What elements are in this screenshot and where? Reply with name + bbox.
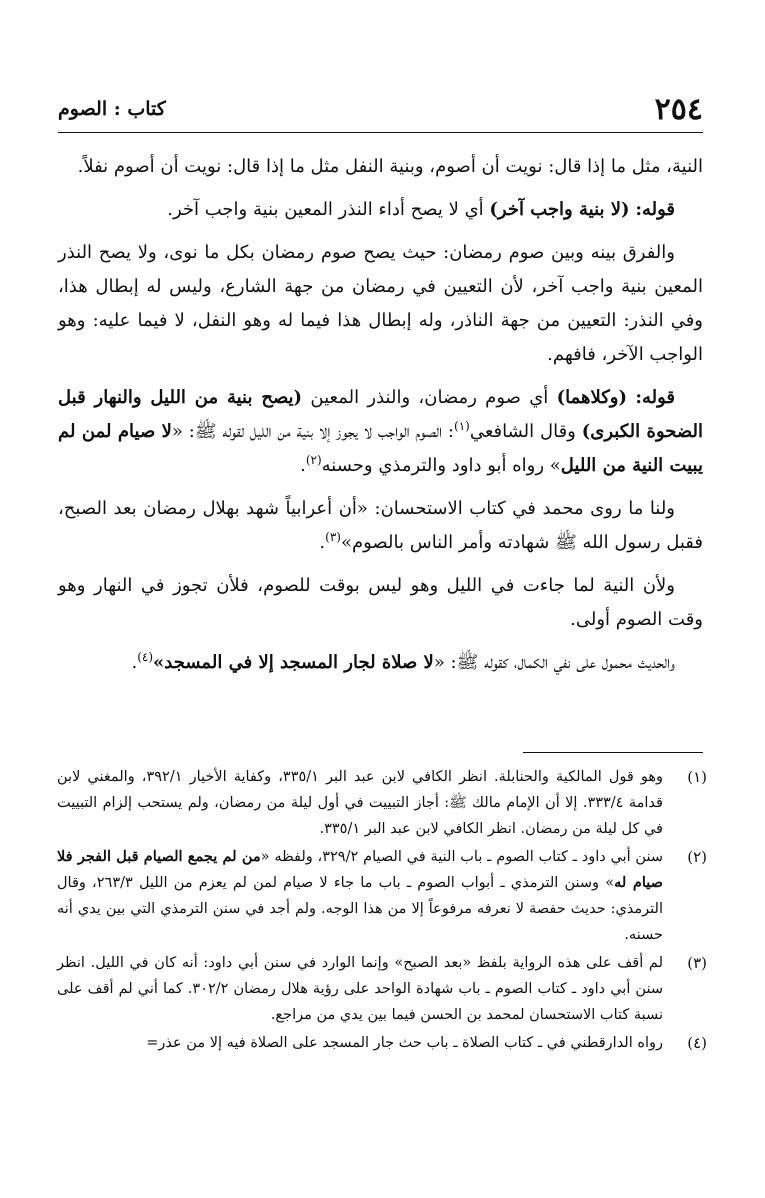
main-text — [58, 150, 703, 689]
p4-text-2: وقال الشافعي — [469, 421, 582, 442]
paragraph-6 — [58, 569, 703, 637]
footnotes — [57, 764, 707, 1058]
footnote-4 — [57, 1030, 707, 1056]
paragraph-4 — [58, 381, 703, 483]
footnote-number: (٢) — [687, 848, 707, 866]
p7-end: . — [131, 652, 138, 673]
p7-text: والحديث محمول على نفي الكمال، كقوله ﷺ: « — [433, 652, 675, 673]
footnote-2-bold: من لم يجمع الصيام قبل الفجر فلا صيام له — [57, 848, 663, 891]
footnote-3 — [57, 950, 707, 1028]
footnote-ref-4: (٤) — [137, 650, 154, 664]
footnote-text: رواه الدارقطني في ـ كتاب الصلاة ـ باب حث جار المسجد على الصلاة فيه إلا من عذر= — [146, 1035, 663, 1051]
footnote-number: (١) — [687, 768, 707, 786]
footnote-2-text-a: سنن أبي داود ـ كتاب الصوم ـ باب النية في الصيام ٣٢٩/٢، ولفظه « — [260, 849, 663, 865]
footnote-text: لم أقف على هذه الرواية بلفظ «بعد الصبح» وإنما الوارد في سنن أبي داود: أنه كان في الليل. انظر سنن أبي داود ـ كتاب الصوم ـ باب شهادة الواحد على رؤية هلال رمضان ٣٠٢/٢. كما أني لم أقف على نسبة كتاب الاستحسان لمحمد بن الحسن فيما بين يدي من مراجع. — [57, 955, 663, 1023]
p4-hadith: لا صيام لمن لم يبيت النية من الليل — [58, 421, 703, 476]
page-number: ٢٥٤ — [654, 92, 703, 127]
p1-text: النية، مثل ما إذا قال: نويت أن أصوم، وبنية النفل مثل ما إذا قال: نويت أن أصوم نفلاً. — [77, 156, 703, 177]
footnote-text: وهو قول المالكية والحنابلة. انظر الكافي لابن عبد البر ٣٣٥/١، وكفاية الأخيار ٣٩٢/١، والمغني لابن قدامة ٣٣٣/٤. إلا أن الإمام مالك ﷺ: أجاز التبييت في أول ليلة من رمضان، ولم يستحب إلزام التبييت في كل ليلة من رمضان. انظر الكافي لابن عبد البر ٣٣٥/١. — [57, 769, 663, 837]
p4-quote-2: (يصح بنية من الليل والنهار قبل الضحوة الكبرى) — [58, 387, 703, 442]
p2-label: قوله: — [635, 199, 675, 220]
p4-text-3: : الصوم الواجب لا يجوز إلا بنية من الليل لقوله ﷺ: « — [171, 421, 454, 442]
footnote-ref-1: (١) — [454, 419, 470, 433]
paragraph-7 — [58, 646, 703, 680]
footnote-ref-2: (٢) — [305, 453, 322, 467]
paragraph-1 — [58, 150, 703, 184]
footnote-text — [57, 844, 663, 948]
p4-label: قوله: — [635, 387, 675, 408]
p7-close: » — [153, 652, 165, 673]
p6-text: ولأن النية لما جاءت في الليل وهو ليس بوقت للصوم، فلأن تجوز في النهار وهو وقت الصوم أولى. — [58, 575, 703, 630]
footnote-ref-3: (٣) — [325, 530, 341, 544]
p7-hadith: لا صلاة لجار المسجد إلا في المسجد — [164, 652, 434, 673]
footnote-2 — [57, 844, 707, 948]
paragraph-5 — [58, 492, 703, 560]
p2-text: أي لا يصح أداء النذر المعين بنية واجب آخر. — [167, 199, 490, 220]
p4-quote-1: (وكلاهما) — [556, 387, 628, 408]
footnote-number: (٤) — [687, 1034, 707, 1052]
p4-text-5: . — [300, 455, 306, 476]
chapter-title: كتاب : الصوم — [58, 98, 166, 120]
p5-text: ولنا ما روى محمد في كتاب الاستحسان: «أن أعرابياً شهد بهلال رمضان بعد الصبح، فقبل رسول الله ﷺ شهادته وأمر الناس بالصوم» — [58, 498, 703, 553]
p2-quote: (لا بنية واجب آخر) — [489, 199, 630, 220]
footnote-number: (٣) — [687, 954, 707, 972]
p4-text-1: أي صوم رمضان، والنذر المعين — [302, 387, 557, 408]
paragraph-3 — [58, 236, 703, 372]
p3-text: والفرق بينه وبين صوم رمضان: حيث يصح صوم رمضان بكل ما نوى، ولا يصح النذر المعين بنية واجب آخر، لأن التعيين في رمضان من جهة الشارع، وليس له إبطال هذا، وفي النذر: التعيين من جهة الناذر، وله إبطال هذا فيما له وهو النفل، لا فيما عليه: وهو الواجب الآخر، فافهم. — [58, 242, 703, 365]
paragraph-2 — [58, 193, 703, 227]
footnote-1 — [57, 764, 707, 842]
footnote-separator — [523, 752, 703, 753]
p5-end: . — [319, 532, 326, 553]
running-header — [58, 92, 703, 133]
p4-text-4: » رواه أبو داود والترمذي وحسنه — [321, 455, 561, 476]
footnote-2-text-b: » وسنن الترمذي ـ أبواب الصوم ـ باب ما جاء لا صيام لمن لم يعزم من الليل ٢٦٣/٣، وقال الترمذي: حديث حفصة لا نعرفه مرفوعاً إلا من هذا الوجه. ولم أجد في سنن الترمذي التي بين يدي أنه حسنه. — [57, 875, 663, 943]
